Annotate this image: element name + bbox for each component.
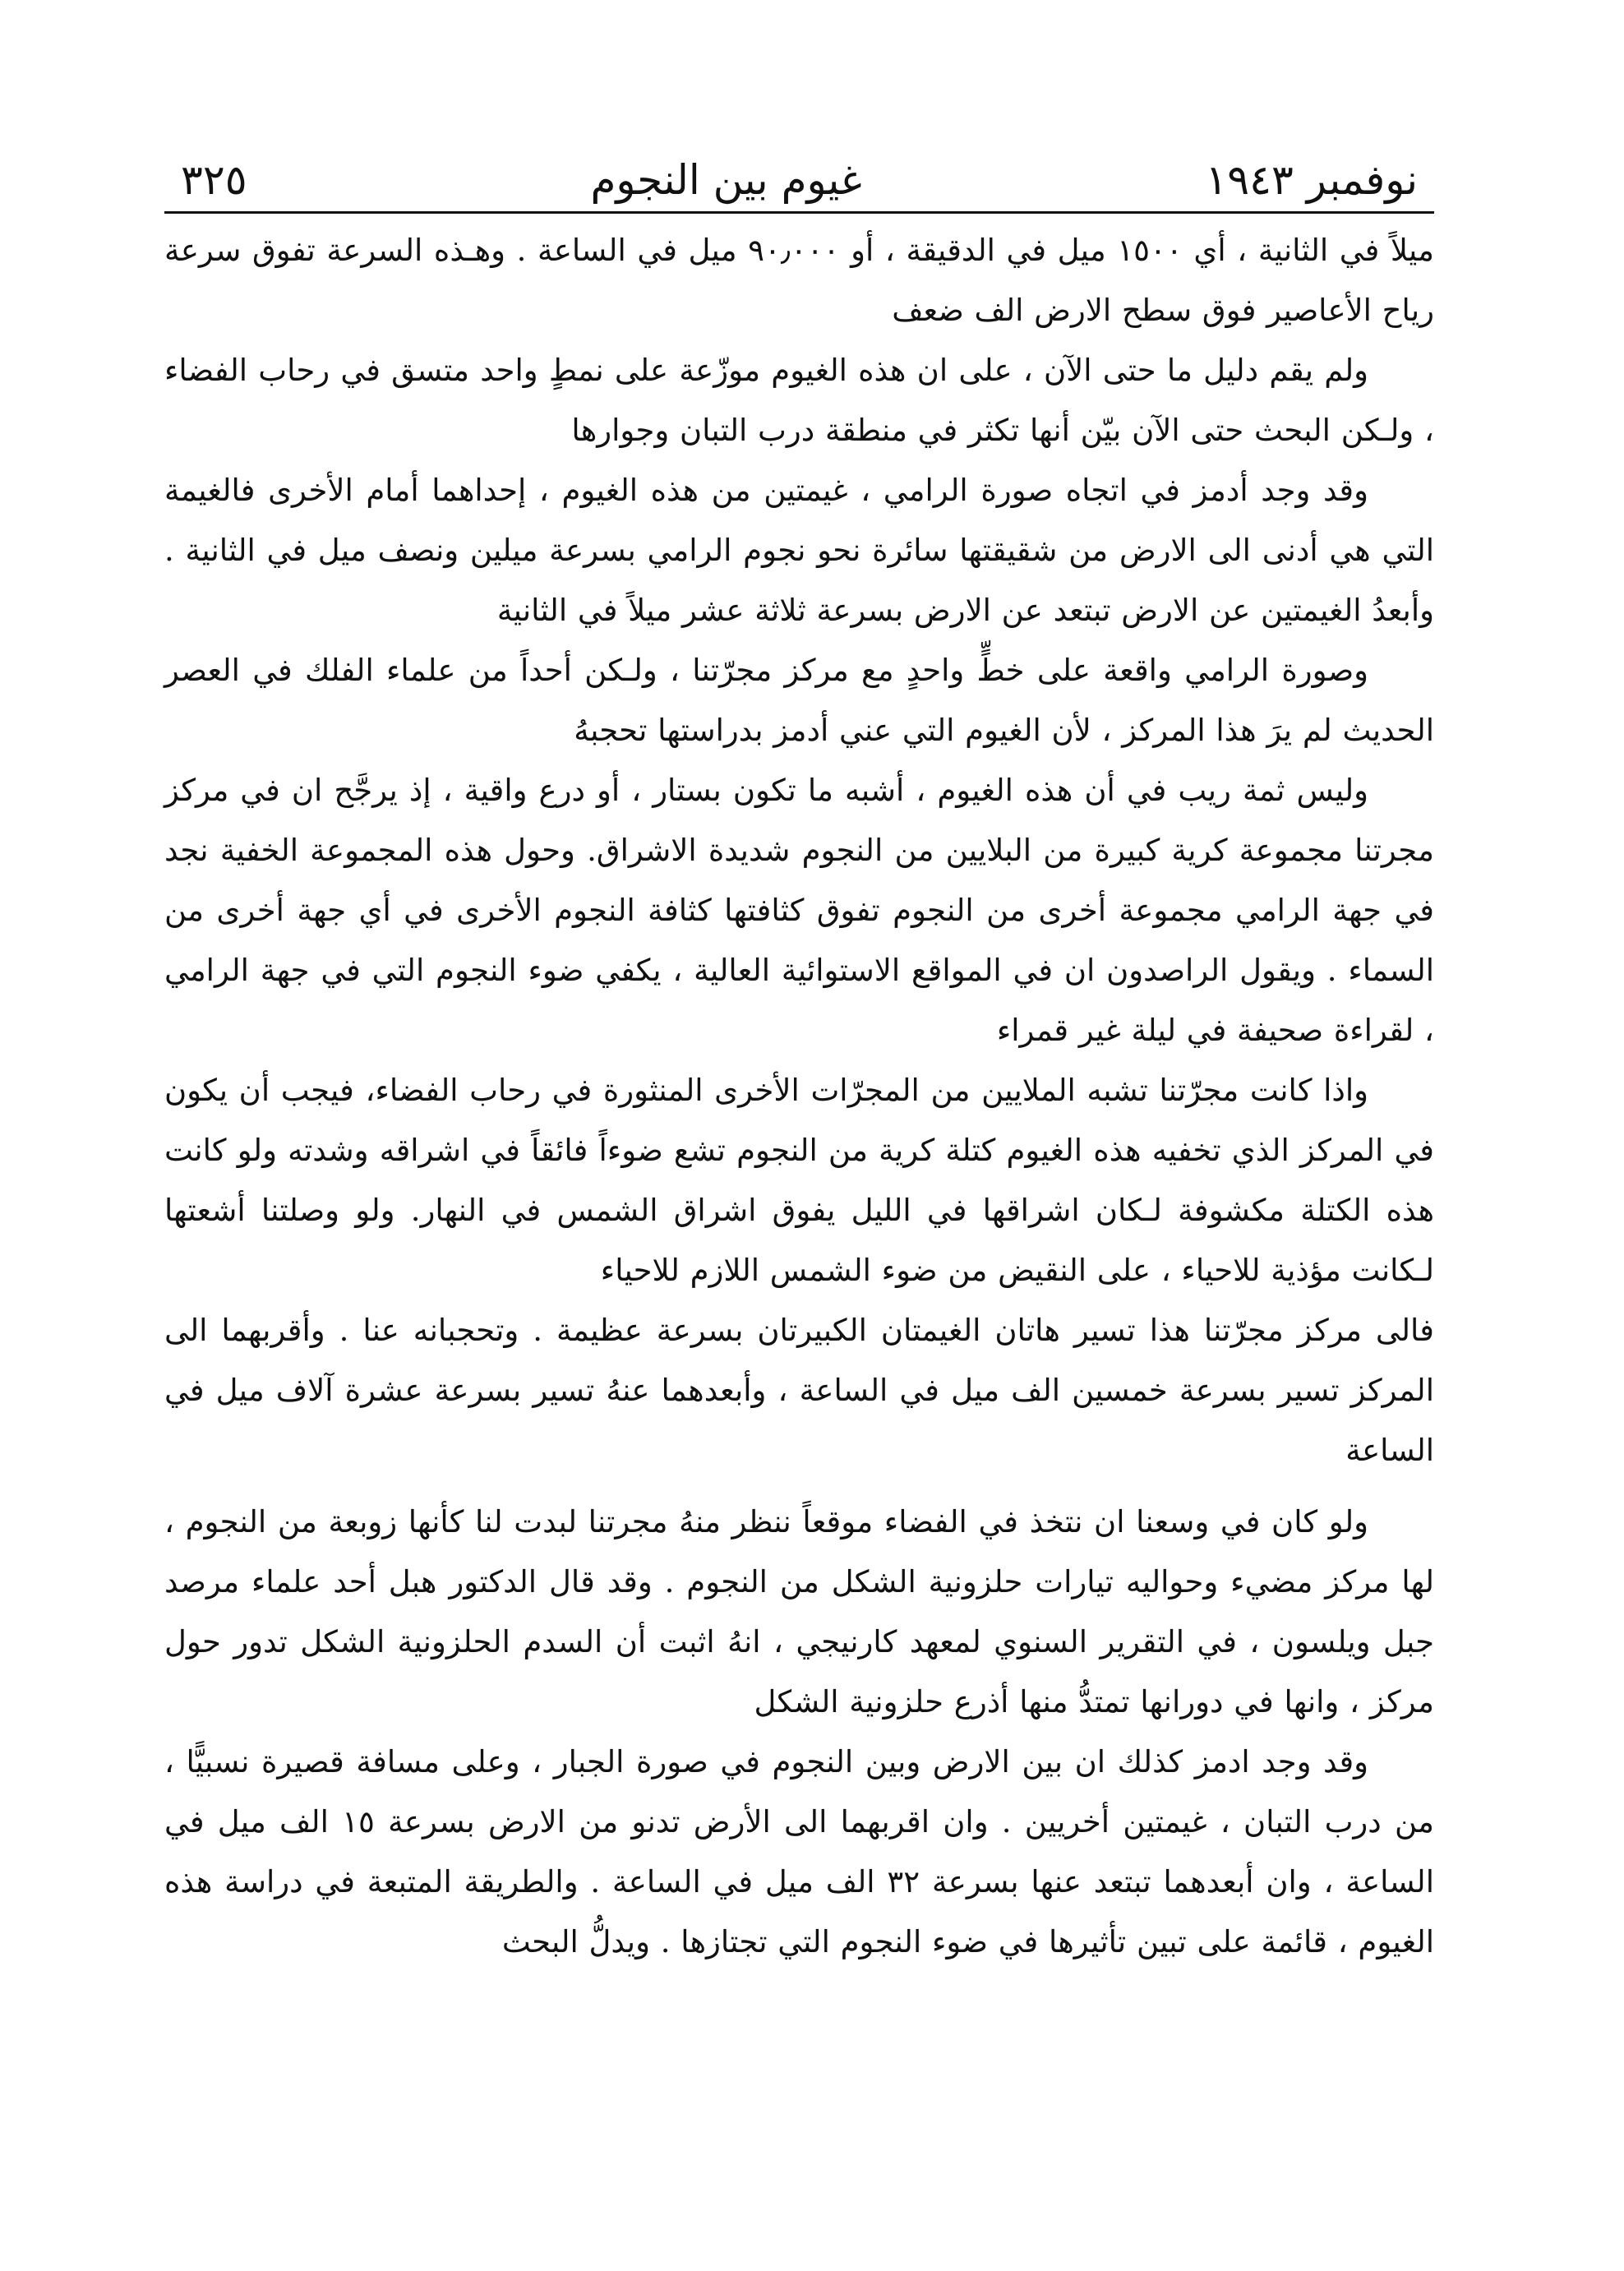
paragraph: ميلاً في الثانية ، أي ١٥٠٠ ميل في الدقيقة ، أو ٩٠٫٠٠٠ ميل في الساعة . وهـذه السرعة تفوق سرعة رياح الأعاصير فوق سطح الارض الف ضعف <box>164 233 1434 328</box>
paragraph: واذا كانت مجرّتنا تشبه الملايين من المجرّات الأخرى المنثورة في رحاب الفضاء، فيجب أن يكون في المركز الذي تخفيه هذه الغيوم كتلة كرية من النجوم تشع ضوءاً فائقاً في اشراقه وشدته ولو كانت هذه الكتلة مكشوفة لـكان اشراقها في الليل يفوق اشراق الشمس في النهار. ولو وصلتنا أشعتها لـكانت مؤذية للاحياء ، على النقيض من ضوء الشمس اللازم للاحياء <box>164 1073 1434 1288</box>
page <box>164 136 1434 2174</box>
paragraph: فالى مركز مجرّتنا هذا تسير هاتان الغيمتان الكبيرتان بسرعة عظيمة . وتحجبانه عنا . وأقربهما الى المركز تسير بسرعة خمسين الف ميل في الساعة ، وأبعدهما عنهُ تسير بسرعة عشرة آلاف ميل في الساعة <box>164 1313 1434 1468</box>
paragraph: ولم يقم دليل ما حتى الآن ، على ان هذه الغيوم موزّعة على نمطٍ واحد متسق في رحاب الفضاء ، ولـكن البحث حتى الآن بيّن أنها تكثر في منطقة درب التبان وجوارها <box>164 353 1434 448</box>
paragraph: وقد وجد أدمز في اتجاه صورة الرامي ، غيمتين من هذه الغيوم ، إحداهما أمام الأخرى فالغيمة التي هي أدنى الى الارض من شقيقتها سائرة نحو نجوم الرامي بسرعة ميلين ونصف ميل في الثانية . وأبعدُ الغيمتين عن الارض تبتعد عن الارض بسرعة ثلاثة عشر ميلاً في الثانية <box>164 473 1434 628</box>
page-number: ٣٢٥ <box>181 156 247 204</box>
paragraph: وقد وجد ادمز كذلك ان بين الارض وبين النجوم في صورة الجبار ، وعلى مسافة قصيرة نسبيًّا ، من درب التبان ، غيمتين أخريين . وان اقربهما الى الأرض تدنو من الارض بسرعة ١٥ الف ميل في الساعة ، وان أبعدهما تبتعد عنها بسرعة ٣٢ الف ميل في الساعة . والطريقة المتبعة في دراسة هذه الغيوم ، قائمة على تبين تأثيرها في ضوء النجوم التي تجتازها . ويدلُّ البحث <box>164 1744 1434 1959</box>
paragraph: وليس ثمة ريب في أن هذه الغيوم ، أشبه ما تكون بستار ، أو درع واقية ، إذ يرجَّح ان في مركز مجرتنا مجموعة كرية كبيرة من البلايين من النجوم شديدة الاشراق. وحول هذه المجموعة الخفية نجد في جهة الرامي مجموعة أخرى من النجوم تفوق كثافتها كثافة النجوم الأخرى في أي جهة أخرى من السماء . ويقول الراصدون ان في المواقع الاستوائية العالية ، يكفي ضوء النجوم التي في جهة الرامي ، لقراءة صحيفة في ليلة غير قمراء <box>164 773 1434 1048</box>
paragraph: ولو كان في وسعنا ان نتخذ في الفضاء موقعاً ننظر منهُ مجرتنا لبدت لنا كأنها زوبعة من النجوم ، لها مركز مضيء وحواليه تيارات حلزونية الشكل من النجوم . وقد قال الدكتور هبل أحد علماء مرصد جبل ويلسون ، في التقرير السنوي لمعهد كارنيجي ، انهُ اثبت أن السدم الحلزونية الشكل تدور حول مركز ، وانها في دورانها تمتدُّ منها أذرع حلزونية الشكل <box>164 1504 1434 1719</box>
article-body <box>164 220 1434 1972</box>
page-header <box>164 136 1434 214</box>
article-title: غيوم بين النجوم <box>590 156 862 204</box>
issue-date: نوفمبر ١٩٤٣ <box>1205 156 1418 204</box>
paragraph: وصورة الرامي واقعة على خطٍّ واحدٍ مع مركز مجرّتنا ، ولـكن أحداً من علماء الفلك في العصر الحديث لم يرَ هذا المركز ، لأن الغيوم التي عني أدمز بدراستها تحجبهُ <box>164 653 1434 748</box>
